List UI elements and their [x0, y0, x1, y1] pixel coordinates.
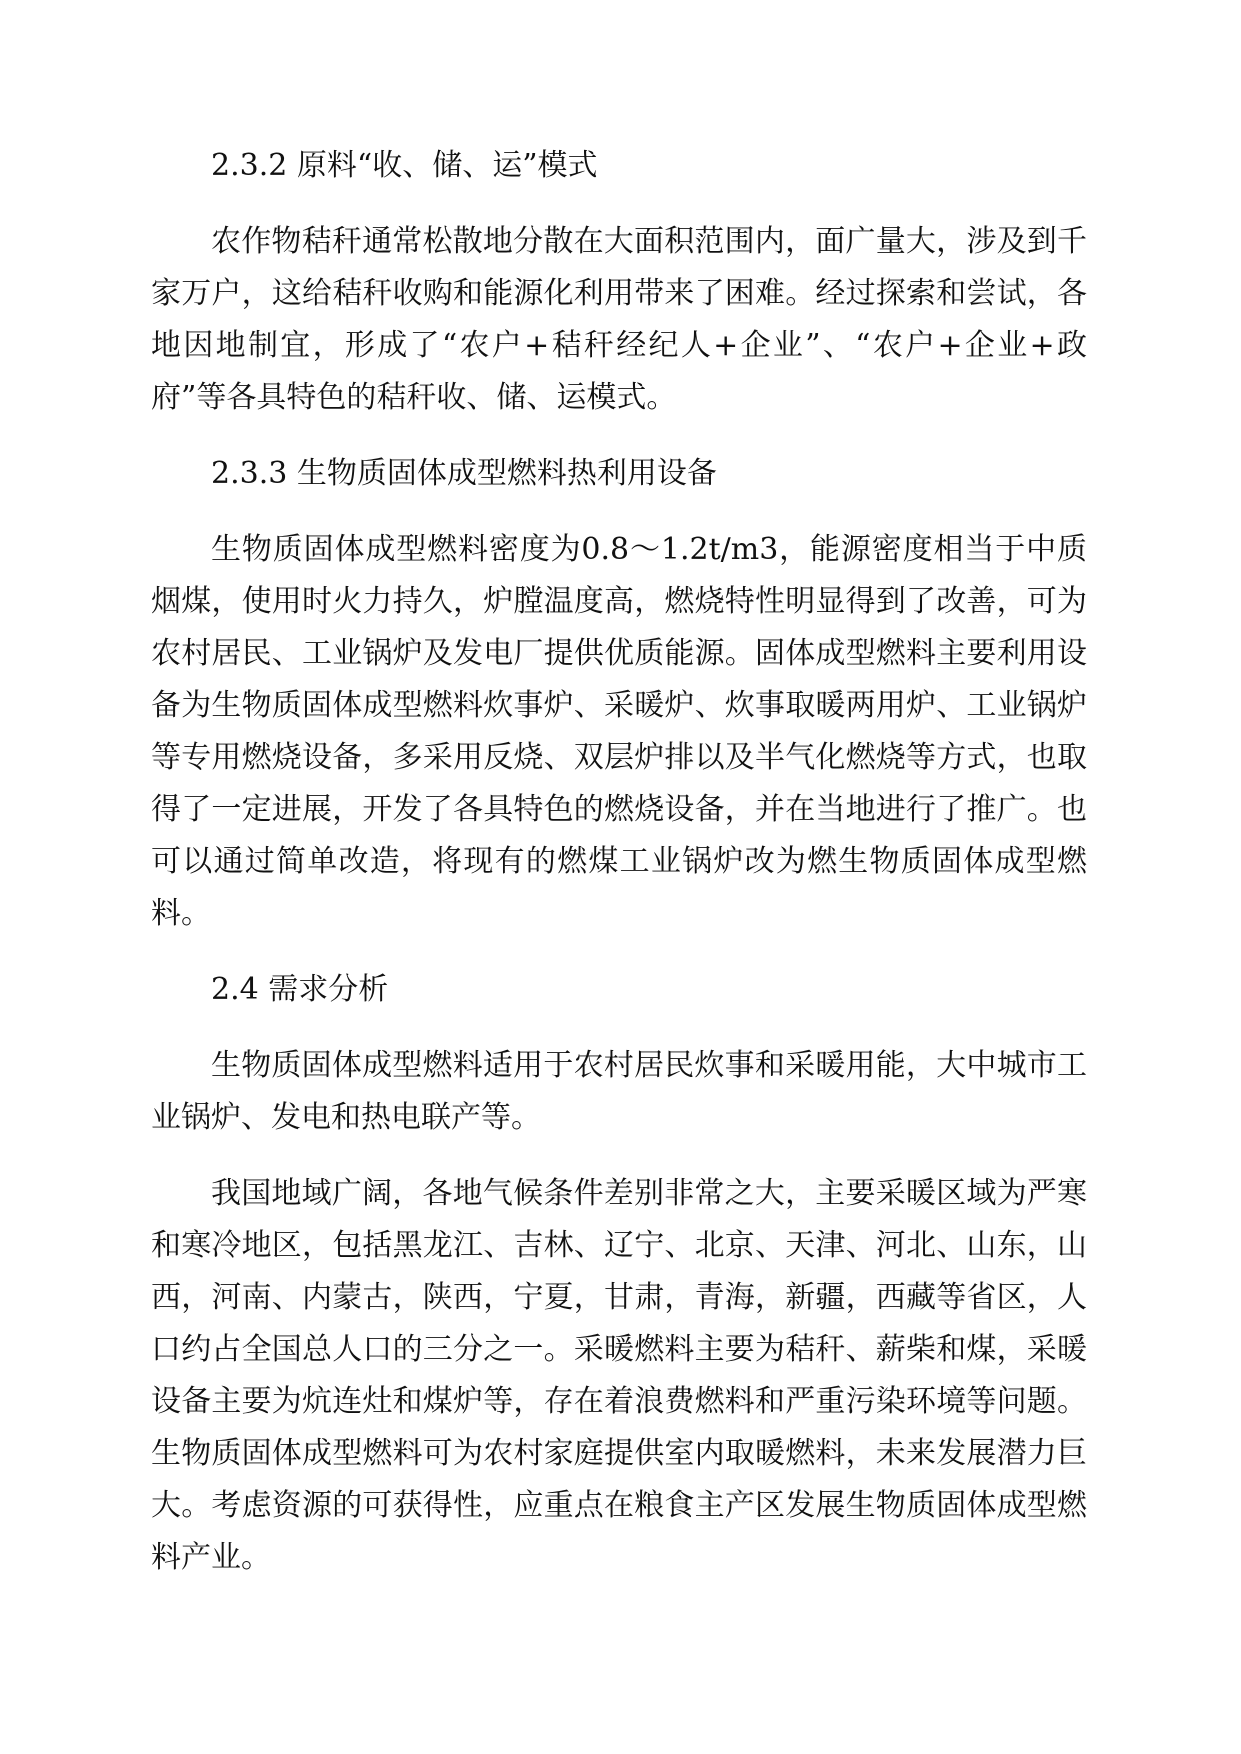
- document-body: [151, 140, 1087, 1608]
- section-heading-2-3-2: 2.3.2 原料“收、储、运”模式: [211, 148, 598, 183]
- paragraph-straw-collection: 农作物秸秆通常松散地分散在大面积范围内，面广量大，涉及到千家万户，这给秸秆收购和能源化利用带来了困难。经过探索和尝试，各地因地制宜，形成了“农户+秸秆经纪人+企业”、“农户+企业+政府”等各具特色的秸秆收、储、运模式。: [151, 224, 1087, 415]
- paragraph-fuel-equipment: 生物质固体成型燃料密度为0.8～1.2t/m3，能源密度相当于中质烟煤，使用时火力持久，炉膛温度高，燃烧特性明显得到了改善，可为农村居民、工业锅炉及发电厂提供优质能源。固体成型燃料主要利用设备为生物质固体成型燃料炊事炉、采暖炉、炊事取暖两用炉、工业锅炉等专用燃烧设备，多采用反烧、双层炉排以及半气化燃烧等方式，也取得了一定进展，开发了各具特色的燃烧设备，并在当地进行了推广。也可以通过简单改造，将现有的燃煤工业锅炉改为燃生物质固体成型燃料。: [151, 532, 1087, 931]
- paragraph-demand-uses: 生物质固体成型燃料适用于农村居民炊事和采暖用能，大中城市工业锅炉、发电和热电联产等。: [151, 1048, 1087, 1135]
- paragraph-heating-regions: 我国地域广阔，各地气候条件差别非常之大，主要采暖区域为严寒和寒冷地区，包括黑龙江、吉林、辽宁、北京、天津、河北、山东，山西，河南、内蒙古，陕西，宁夏，甘肃，青海，新疆，西藏等省区，人口约占全国总人口的三分之一。采暖燃料主要为秸秆、薪柴和煤，采暖设备主要为炕连灶和煤炉等，存在着浪费燃料和严重污染环境等问题。生物质固体成型燃料可为农村家庭提供室内取暖燃料，未来发展潜力巨大。考虑资源的可获得性，应重点在粮食主产区发展生物质固体成型燃料产业。: [151, 1176, 1087, 1575]
- section-heading-2-4: 2.4 需求分析: [211, 972, 389, 1007]
- section-heading-2-3-3: 2.3.3 生物质固体成型燃料热利用设备: [211, 456, 717, 491]
